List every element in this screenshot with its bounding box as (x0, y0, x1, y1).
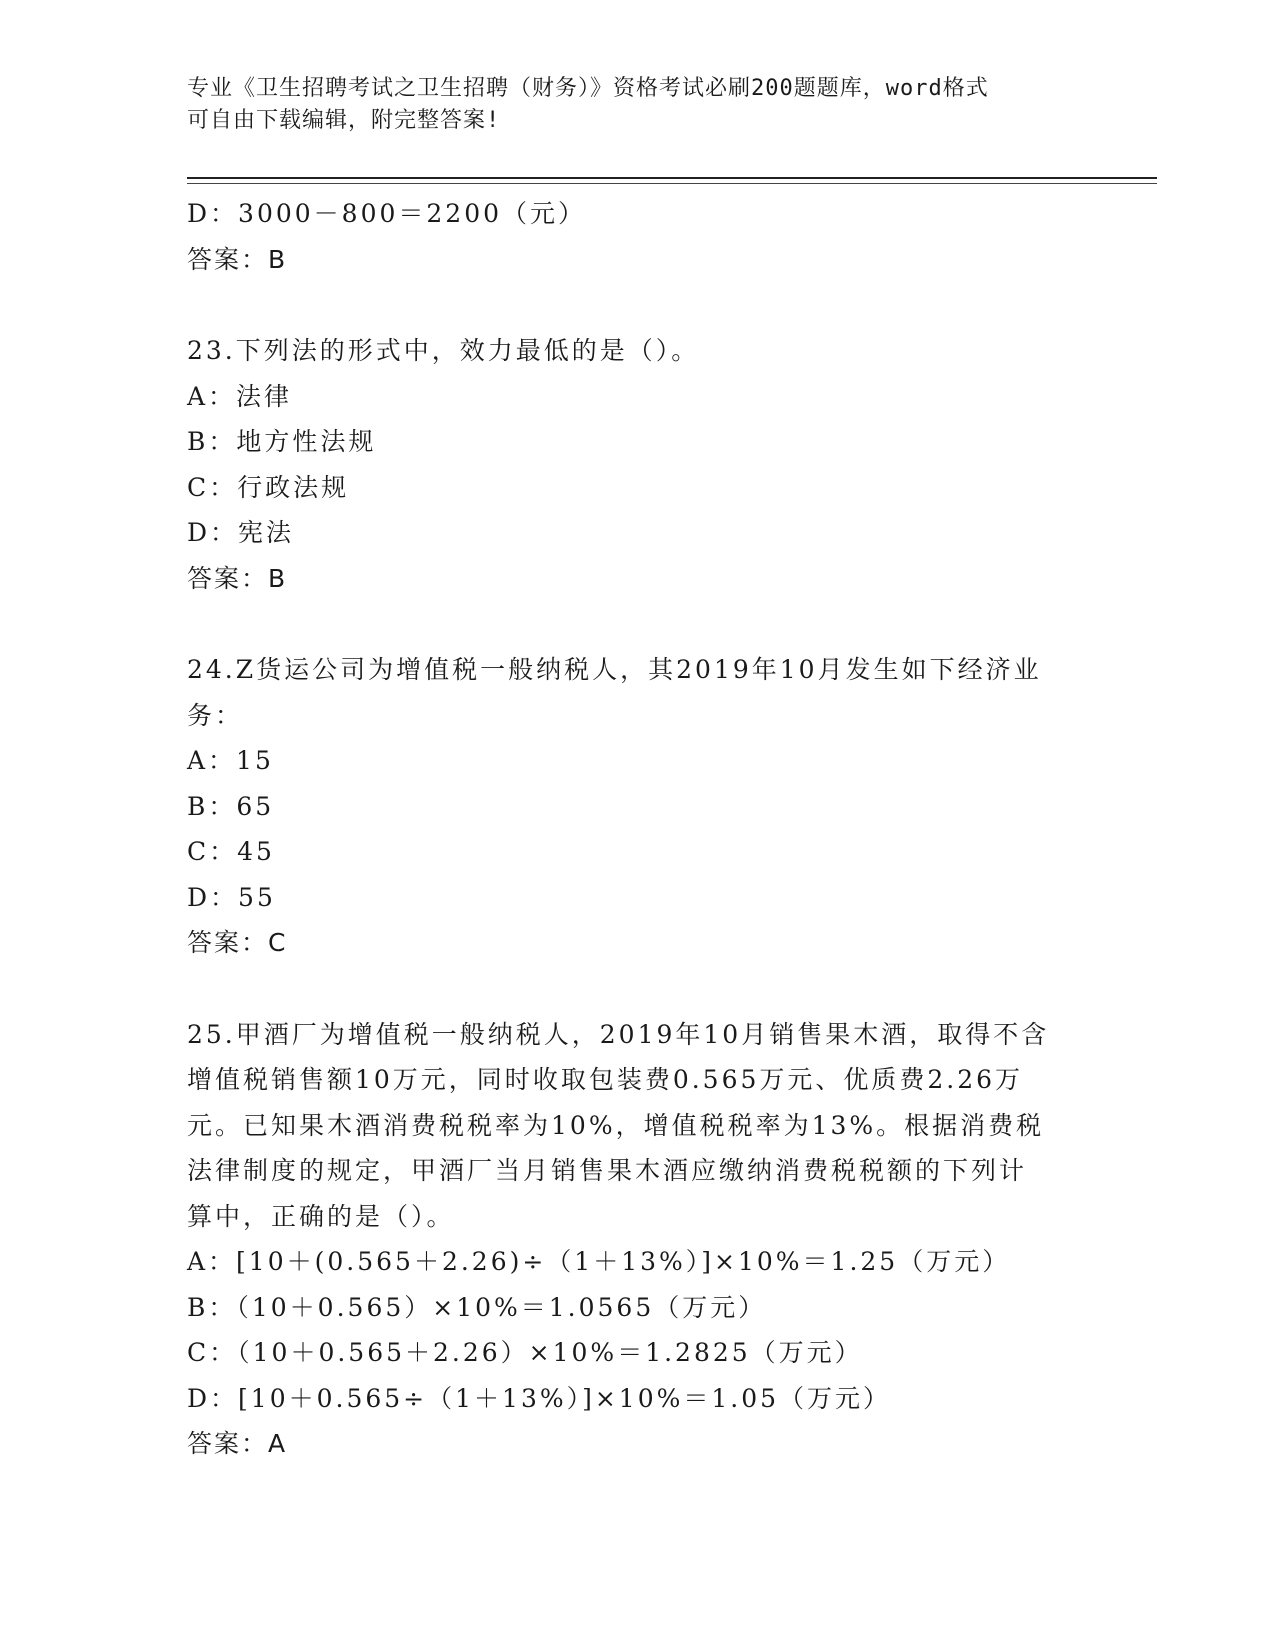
q25-stem-line-1: 25.甲酒厂为增值税一般纳税人，2019年10月销售果木酒，取得不含 (187, 1019, 1050, 1049)
q24-answer: 答案：C (187, 928, 288, 957)
q23-stem: 23.下列法的形式中，效力最低的是（）。 (187, 336, 700, 365)
q25-stem-line-5: 算中，正确的是（）。 (187, 1201, 455, 1231)
prev-answer: 答案：B (187, 244, 288, 274)
question-list (187, 191, 1087, 1467)
q25-option-b: B：（10＋0.565）×10%＝1.0565（万元） (187, 1292, 767, 1322)
q24-option-b: B：65 (187, 791, 275, 821)
q25-stem-line-3: 元。已知果木酒消费税税率为10%，增值税税率为13%。根据消费税 (187, 1110, 1045, 1140)
header-line-1: 专业《卫生招聘考试之卫生招聘（财务）》资格考试必刷200题题库，word格式 (187, 76, 989, 101)
q24-stem-line-2: 务： (187, 700, 244, 730)
q23-option-c: C：行政法规 (187, 472, 350, 502)
prev-option-d: D：3000－800＝2200（元） (187, 199, 587, 228)
q24-option-a: A：15 (187, 746, 274, 775)
spacer (187, 601, 1087, 647)
spacer (187, 282, 1087, 328)
q23-option-d: D：宪法 (187, 518, 295, 547)
q23-option-a: A：法律 (187, 381, 293, 411)
q25-option-d: D：[10＋0.565÷（1＋13%）]×10%＝1.05（万元） (187, 1383, 892, 1413)
q25-option-c: C：（10＋0.565＋2.26）×10%＝1.2825（万元） (187, 1338, 863, 1367)
q24-stem-line-1: 24.Z货运公司为增值税一般纳税人，其2019年10月发生如下经济业 (187, 655, 1042, 684)
q25-option-a: A：[10＋(0.565＋2.26)÷（1＋13%）]×10%＝1.25（万元） (187, 1247, 1011, 1276)
q25-answer: 答案：A (187, 1429, 288, 1458)
q25-stem-line-2: 增值税销售额10万元，同时收取包装费0.565万元、优质费2.26万 (187, 1065, 1024, 1094)
q23-answer: 答案：B (187, 563, 288, 593)
spacer (187, 966, 1087, 1012)
header-rule-thick (187, 177, 1157, 179)
header-line-2: 可自由下载编辑，附完整答案! (187, 108, 501, 133)
q24-option-c: C：45 (187, 837, 275, 866)
document-header (187, 73, 1067, 137)
q25-stem-line-4: 法律制度的规定，甲酒厂当月销售果木酒应缴纳消费税税额的下列计 (187, 1156, 1028, 1185)
q24-option-d: D：55 (187, 882, 276, 912)
header-rule-thin (187, 183, 1157, 184)
q23-option-b: B：地方性法规 (187, 427, 377, 456)
